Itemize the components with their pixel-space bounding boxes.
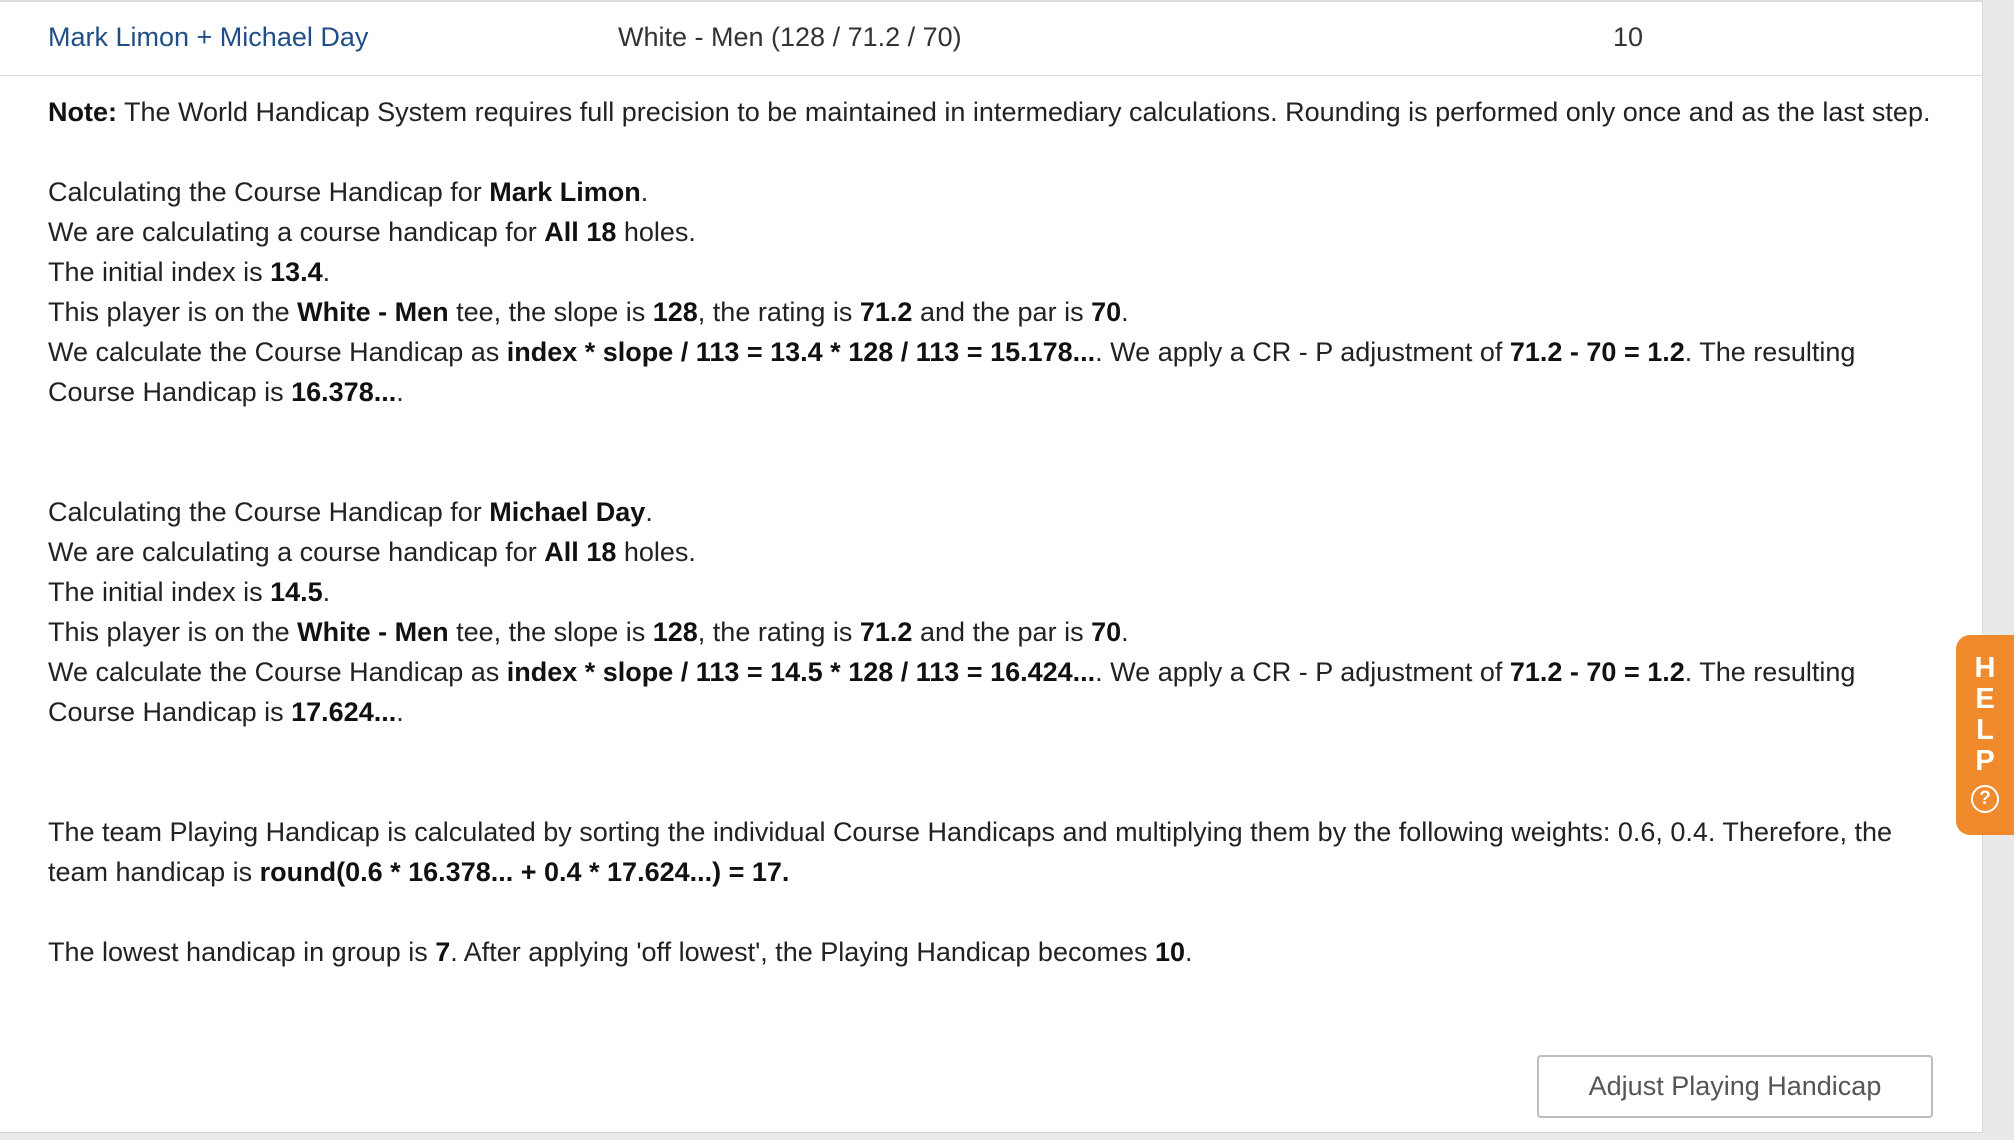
player-calculation-1: Calculating the Course Handicap for Mark Limon. We are calculating a course handicap for All 18 holes. The initial index is 13.4. This player is on the White - Men tee, the slope is 128, the rating is 71.2 and the par is 70. We calculate the Course Handicap as index * slope / 113 = 13.4 * 128 / 113 = 15.178.... We apply a CR - P adjustment of 71.2 - 70 = 1.2. The resulting Course Handicap is 16.378.... <box>48 177 1856 407</box>
player-name: Mark Limon <box>489 177 641 207</box>
team-handicap-formula: round(0.6 * 16.378... + 0.4 * 17.624...) = 17. <box>259 857 790 887</box>
team-row <box>0 2 1982 76</box>
tee-info: White - Men (128 / 71.2 / 70) <box>618 22 962 52</box>
course-handicap-formula: index * slope / 113 = 13.4 * 128 / 113 = 15.178... <box>506 337 1096 367</box>
initial-index: 13.4 <box>270 257 323 287</box>
initial-index: 14.5 <box>270 577 323 607</box>
player-name: Michael Day <box>489 497 646 527</box>
lowest-handicap-note: The lowest handicap in group is 7. After applying 'off lowest', the Playing Handicap becomes 10. <box>48 937 1193 967</box>
course-handicap-result: 16.378... <box>291 377 397 407</box>
help-tab[interactable] <box>1956 635 2014 835</box>
final-playing-handicap: 10 <box>1154 937 1186 967</box>
team-name-link[interactable]: Mark Limon + Michael Day <box>48 22 369 52</box>
precision-note: Note: The World Handicap System requires full precision to be maintained in intermediary calculations. Rounding is performed only once and as the last step. <box>48 97 1931 127</box>
calculation-explanation <box>48 92 1948 972</box>
player-calculation-2: Calculating the Course Handicap for Michael Day. We are calculating a course handicap for All 18 holes. The initial index is 14.5. This player is on the White - Men tee, the slope is 128, the rating is 71.2 and the par is 70. We calculate the Course Handicap as index * slope / 113 = 14.5 * 128 / 113 = 16.424.... We apply a CR - P adjustment of 71.2 - 70 = 1.2. The resulting Course Handicap is 17.624.... <box>48 497 1856 727</box>
course-handicap-formula: index * slope / 113 = 14.5 * 128 / 113 = 16.424... <box>506 657 1096 687</box>
team-handicap-explanation: The team Playing Handicap is calculated by sorting the individual Course Handicaps and multiplying them by the following weights: 0.6, 0.4. Therefore, the team handicap is round(0.6 * 16.378... + 0.4 * 17.624...) = 17. <box>48 817 1893 887</box>
playing-handicap-value: 10 <box>1613 22 1644 52</box>
course-handicap-result: 17.624... <box>291 697 397 727</box>
adjust-playing-handicap-button[interactable]: Adjust Playing Handicap <box>1537 1055 1933 1118</box>
help-label: H E L P <box>1974 652 1996 777</box>
question-circle-icon: ? <box>1971 785 1999 813</box>
